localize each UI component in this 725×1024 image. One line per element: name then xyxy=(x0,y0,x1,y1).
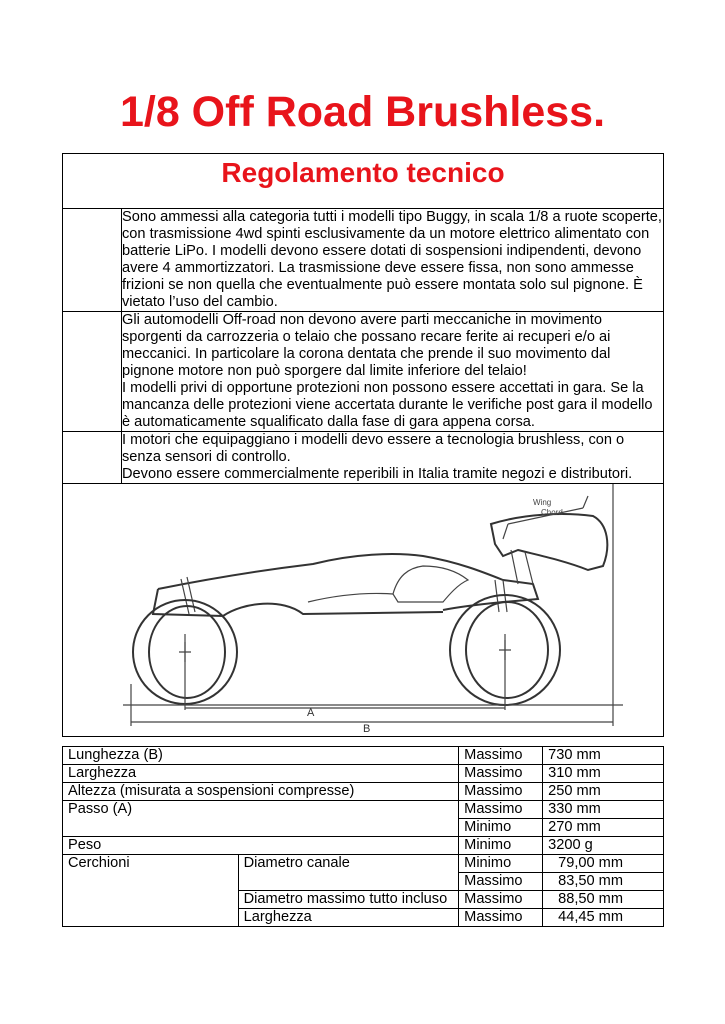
rule-text xyxy=(122,312,664,432)
spec-value: 330 mm xyxy=(543,801,664,819)
spec-name: Altezza (misurata a sospensioni compresse) xyxy=(63,783,459,801)
spec-limit: Massimo xyxy=(459,873,543,891)
spec-value: 88,50 mm xyxy=(543,891,664,909)
chord-label: Chord xyxy=(541,508,563,517)
spec-value: 730 mm xyxy=(543,747,664,765)
spec-subname: Diametro massimo tutto incluso xyxy=(238,891,459,909)
spec-limit: Minimo xyxy=(459,837,543,855)
spec-name: Larghezza xyxy=(63,765,459,783)
rule-paragraph: Sono ammessi alla categoria tutti i modelli tipo Buggy, in scala 1/8 a ruote scoperte, con trasmissione 4wd spinti esclusivamente da un motore elettrico alimentato con batterie LiPo. I modelli devono essere dotati di sospensioni indipendenti, devono avere 4 ammortizzatori. La trasmissione deve essere fissa, non sono ammesse frizioni se non quella che eventualmente può essere montata solo sul pignone. È vietato l’uso del cambio. xyxy=(122,209,662,310)
spec-limit: Minimo xyxy=(459,855,543,873)
spec-limit: Massimo xyxy=(459,801,543,819)
rule-paragraph: I modelli privi di opportune protezioni non possono essere accettati in gara. Se la mancanza delle protezioni viene accertata durante le verifiche post gara il modello è automaticamente squalificato dalla fase di gara appena corsa. xyxy=(122,380,653,430)
rule-paragraph: Devono essere commercialmente reperibili in Italia tramite negozi e distributori. xyxy=(122,466,633,482)
spec-limit: Massimo xyxy=(459,747,543,765)
spec-value: 270 mm xyxy=(543,819,664,837)
dimension-b-line xyxy=(131,484,613,726)
table-row xyxy=(63,783,664,801)
spec-value: 83,50 mm xyxy=(543,873,664,891)
rule-number-cell xyxy=(63,432,122,484)
rule-text xyxy=(122,432,664,484)
spec-limit: Massimo xyxy=(459,909,543,927)
rule-row xyxy=(63,432,664,484)
wing-mount xyxy=(511,550,533,584)
table-row xyxy=(63,747,664,765)
specs-table xyxy=(62,746,664,927)
rule-number-cell xyxy=(63,209,122,312)
body-side-line xyxy=(308,593,393,602)
spec-limit: Massimo xyxy=(459,783,543,801)
section-title: Regolamento tecnico xyxy=(63,154,664,209)
spec-value: 3200 g xyxy=(543,837,664,855)
spec-subname: Diametro canale xyxy=(238,855,459,891)
spec-limit: Massimo xyxy=(459,765,543,783)
table-row xyxy=(63,801,664,819)
spec-subname: Larghezza xyxy=(238,909,459,927)
rule-paragraph: Gli automodelli Off-road non devono avere parti meccaniche in movimento sporgenti da carrozzeria o telaio che possano recare ferite ai recuperi e/o ai meccanici. In particolare la corona dentata che prende il suo movimento dal pignone motore non può sporgere dal limite inferiore del telaio! xyxy=(122,312,611,379)
buggy-drawing-cell xyxy=(63,484,664,737)
spec-limit: Minimo xyxy=(459,819,543,837)
buggy-drawing xyxy=(63,484,663,736)
spec-limit: Massimo xyxy=(459,891,543,909)
table-row xyxy=(63,855,664,873)
spec-name: Passo (A) xyxy=(63,801,459,837)
spec-name: Peso xyxy=(63,837,459,855)
spec-value: 44,45 mm xyxy=(543,909,664,927)
rule-row xyxy=(63,312,664,432)
rule-row xyxy=(63,209,664,312)
table-row xyxy=(63,765,664,783)
spec-value: 79,00 mm xyxy=(543,855,664,873)
rule-number-cell xyxy=(63,312,122,432)
spec-value: 250 mm xyxy=(543,783,664,801)
spec-name: Cerchioni xyxy=(63,855,239,927)
rear-wing xyxy=(491,514,607,570)
spec-value: 310 mm xyxy=(543,765,664,783)
table-row xyxy=(63,837,664,855)
rule-paragraph: I motori che equipaggiano i modelli devo essere a tecnologia brushless, con o senza sensori di controllo. xyxy=(122,432,625,465)
spec-name: Lunghezza (B) xyxy=(63,747,459,765)
cockpit-window xyxy=(393,566,468,602)
rules-table xyxy=(62,153,664,737)
dimension-a-label: A xyxy=(307,707,315,719)
dimension-b-label: B xyxy=(363,723,371,735)
rule-text xyxy=(122,209,664,312)
page-title: 1/8 Off Road Brushless. xyxy=(119,88,606,136)
wing-label: Wing xyxy=(533,498,552,507)
